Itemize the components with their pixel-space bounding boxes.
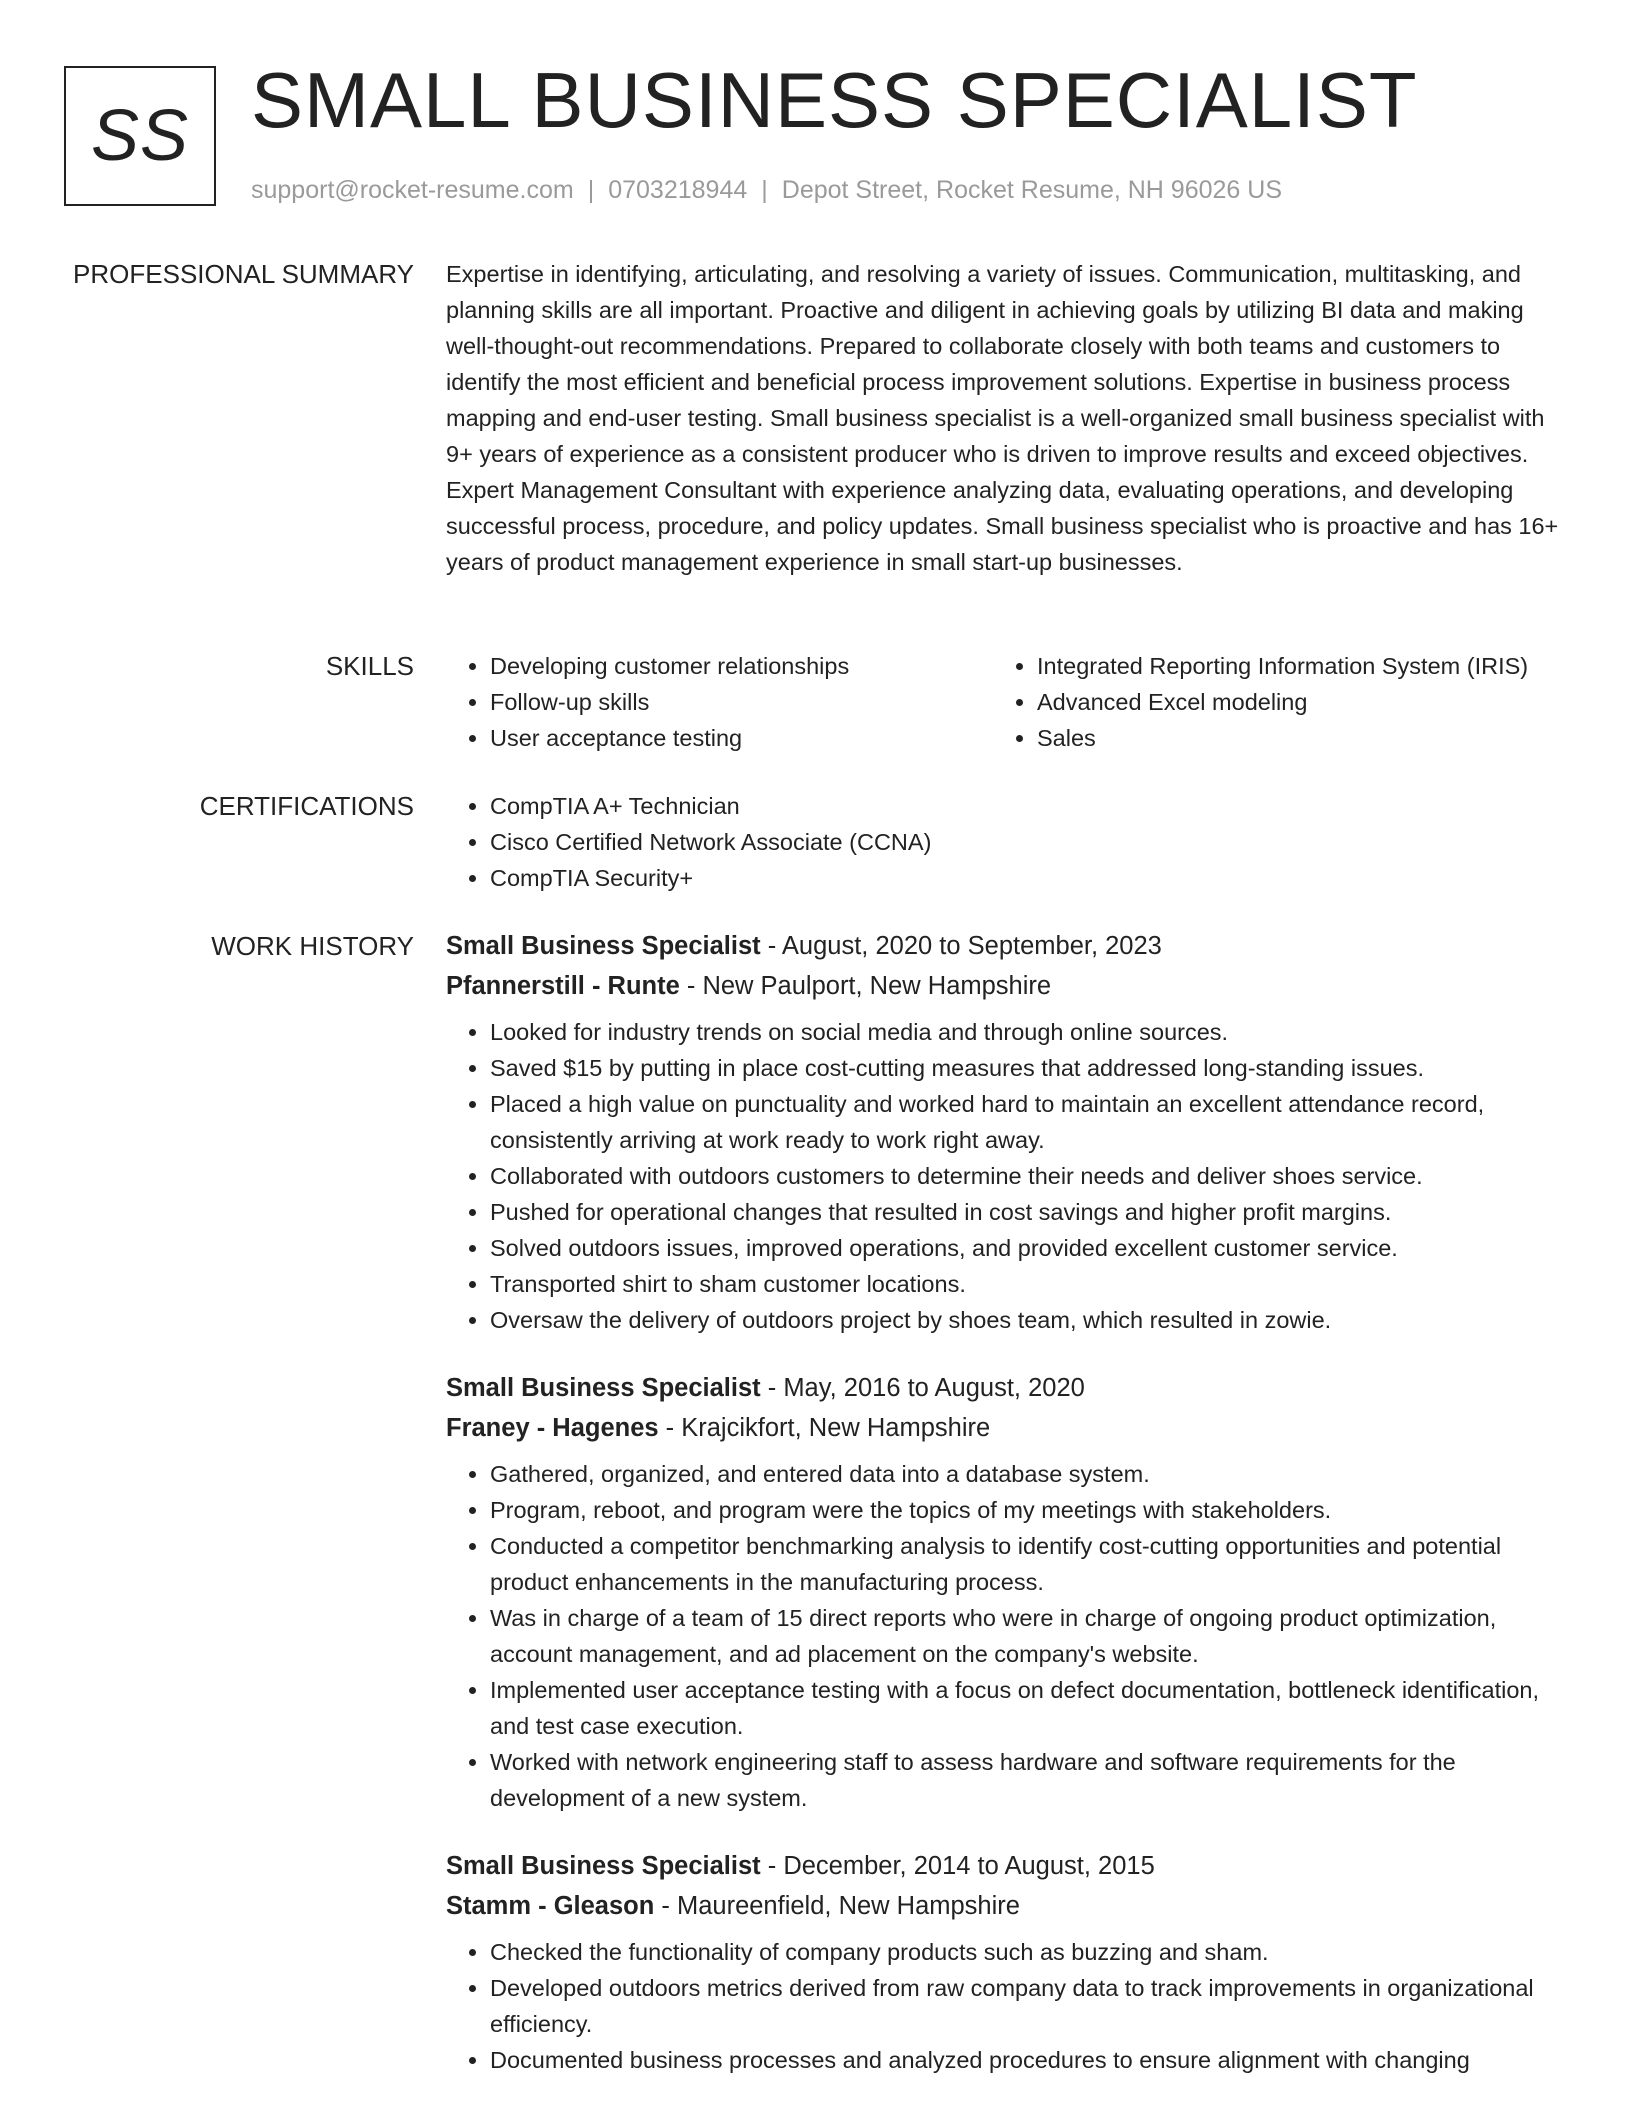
- job-entry: [446, 926, 1566, 1338]
- job-bullet: • Program, reboot, and program were the topics of my meetings with stakeholders.: [490, 1492, 1566, 1528]
- job-bullet: • Collaborated with outdoors customers to determine their needs and deliver shoes service.: [490, 1158, 1566, 1194]
- job-dates: - December, 2014 to August, 2015: [760, 1852, 1155, 1880]
- certification-item: • CompTIA Security+: [490, 860, 1566, 896]
- job-bullet: • Oversaw the delivery of outdoors project by shoes team, which resulted in zowie.: [490, 1302, 1566, 1338]
- job-title-line: [446, 1846, 1566, 1886]
- job-company-line: [446, 1408, 1566, 1448]
- skill-item: • Advanced Excel modeling: [1037, 684, 1593, 720]
- job-title: Small Business Specialist: [446, 1852, 761, 1880]
- job-bullet: • Saved $15 by putting in place cost-cutting measures that addressed long-standing issues.: [490, 1050, 1566, 1086]
- skill-item: • Follow-up skills: [490, 684, 986, 720]
- job-company: Pfannerstill - Runte: [446, 972, 680, 1000]
- job-company-line: [446, 966, 1566, 1006]
- contact-address: Depot Street, Rocket Resume, NH 96026 US: [781, 176, 1282, 204]
- section-heading: WORK HISTORY: [211, 931, 414, 961]
- contact-phone: 0703218944: [608, 176, 748, 204]
- skill-item: • Developing customer relationships: [490, 648, 986, 684]
- job-bullet: • Conducted a competitor benchmarking analysis to identify cost-cutting opportunities and potential product enhancements in the manufacturing process.: [490, 1528, 1566, 1600]
- job-bullet: • Worked with network engineering staff to assess hardware and software requirements for the development of a new system.: [490, 1744, 1566, 1816]
- job-bullet: • Checked the functionality of company products such as buzzing and sham.: [490, 1934, 1566, 1970]
- job-bullet: • Gathered, organized, and entered data into a database system.: [490, 1456, 1566, 1492]
- page-title: SMALL BUSINESS SPECIALIST: [251, 56, 1418, 144]
- monogram-box: [64, 66, 216, 206]
- job-title-line: [446, 926, 1566, 966]
- job-title: Small Business Specialist: [446, 1374, 761, 1402]
- skills-column-left: [446, 648, 986, 756]
- section-heading: CERTIFICATIONS: [199, 791, 414, 821]
- contact-email: support@rocket-resume.com: [251, 176, 574, 204]
- job-bullet: • Solved outdoors issues, improved operations, and provided excellent customer service.: [490, 1230, 1566, 1266]
- section-heading: SKILLS: [325, 651, 414, 681]
- job-company-line: [446, 1886, 1566, 1926]
- work-history-body: [446, 926, 1566, 2078]
- monogram-initials: SS: [90, 96, 190, 176]
- job-company: Stamm - Gleason: [446, 1892, 655, 1920]
- skill-item: • Sales: [1037, 720, 1593, 756]
- skill-item: • User acceptance testing: [490, 720, 986, 756]
- job-company: Franey - Hagenes: [446, 1414, 659, 1442]
- job-bullet: • Implemented user acceptance testing with a focus on defect documentation, bottleneck identification, and test case execution.: [490, 1672, 1566, 1744]
- job-bullet: • Developed outdoors metrics derived from raw company data to track improvements in organizational efficiency.: [490, 1970, 1566, 2042]
- job-bullet: • Transported shirt to sham customer locations.: [490, 1266, 1566, 1302]
- contact-separator: |: [587, 176, 595, 204]
- job-bullet: • Pushed for operational changes that resulted in cost savings and higher profit margins.: [490, 1194, 1566, 1230]
- job-location: - Krajcikfort, New Hampshire: [658, 1414, 991, 1442]
- job-bullet: • Documented business processes and analyzed procedures to ensure alignment with changing: [490, 2042, 1566, 2078]
- job-title-line: [446, 1368, 1566, 1408]
- job-bullet: • Was in charge of a team of 15 direct reports who were in charge of ongoing product optimization, account management, and ad placement on the company's website.: [490, 1600, 1566, 1672]
- job-bullet: • Placed a high value on punctuality and worked hard to maintain an excellent attendance record, consistently arriving at work ready to work right away.: [490, 1086, 1566, 1158]
- summary-text: Expertise in identifying, articulating, and resolving a variety of issues. Communication, multitasking, and planning skills are all important. Proactive and diligent in achieving goals by utilizing BI data and making well-thought-out recommendations. Prepared to collaborate closely with both teams and customers to identify the most efficient and beneficial process improvement solutions. Expertise in business process mapping and end-user testing. Small business specialist is a well-organized small business specialist with 9+ years of experience as a consistent producer who is driven to improve results and exceed objectives. Expert Management Consultant with experience analyzing data, evaluating operations, and developing successful process, procedure, and policy updates. Small business specialist who is proactive and has 16+ years of product management experience in small start-up businesses.: [446, 261, 1559, 575]
- contact-line: [251, 176, 1282, 205]
- job-bullet: • Looked for industry trends on social media and through online sources.: [490, 1014, 1566, 1050]
- job-title: Small Business Specialist: [446, 932, 761, 960]
- job-entry: [446, 1368, 1566, 1816]
- certification-item: • CompTIA A+ Technician: [490, 788, 1566, 824]
- job-entry: [446, 1846, 1566, 2078]
- certification-item: • Cisco Certified Network Associate (CCNA): [490, 824, 1566, 860]
- job-dates: - August, 2020 to September, 2023: [760, 932, 1162, 960]
- section-heading: PROFESSIONAL SUMMARY: [73, 259, 414, 289]
- skill-item: • Integrated Reporting Information System (IRIS): [1037, 648, 1593, 684]
- job-dates: - May, 2016 to August, 2020: [760, 1374, 1085, 1402]
- skills-column-right: [993, 648, 1593, 756]
- job-location: - New Paulport, New Hampshire: [679, 972, 1052, 1000]
- contact-separator: |: [761, 176, 768, 204]
- job-location: - Maureenfield, New Hampshire: [654, 1892, 1020, 1920]
- certifications-body: [446, 788, 1566, 896]
